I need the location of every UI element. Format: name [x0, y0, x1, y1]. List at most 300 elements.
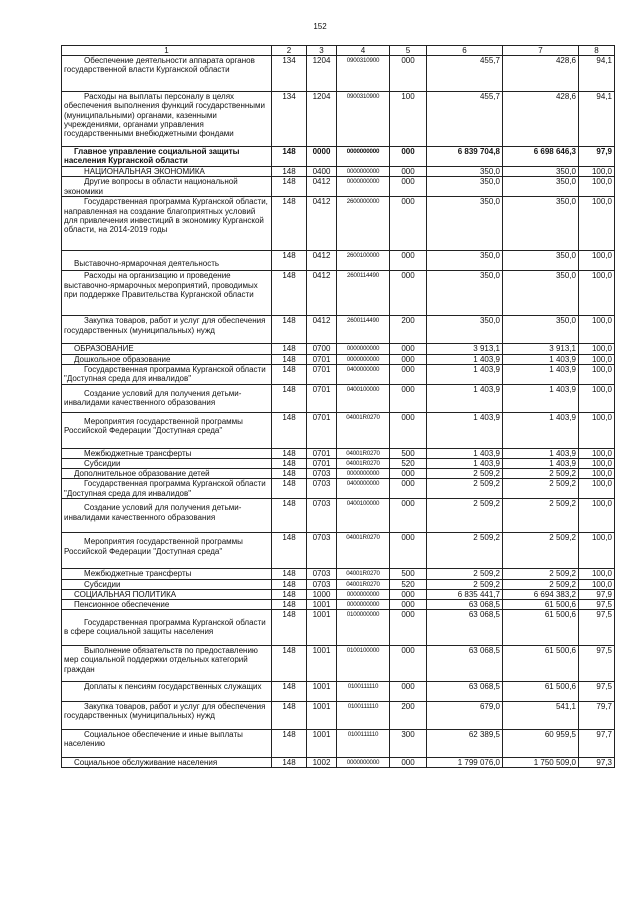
cell-code-type [390, 251, 427, 271]
cell-executed [503, 459, 579, 469]
cell-code-admin-text: 148 [282, 167, 296, 177]
cell-code-type-text: 000 [401, 167, 415, 177]
cell-code-target [337, 533, 390, 569]
cell-code-target [337, 364, 390, 384]
table-row [62, 469, 615, 479]
column-header: 1 [62, 46, 272, 56]
cell-planned-text: 63 068,5 [468, 600, 500, 610]
cell-code-section-text: 1002 [312, 758, 331, 768]
cell-name-text: Расходы на выплаты персоналу в целях обеспечения выполнения функций государственными (муниципальными) органами, казенными учреждениями, органами управления государственными внебюджетными фондами [64, 92, 266, 139]
cell-code-section-text: 1204 [312, 56, 331, 66]
cell-code-type [390, 459, 427, 469]
cell-percent-text: 97,7 [596, 730, 612, 740]
cell-code-type-text: 520 [401, 579, 415, 589]
cell-name-text: Социальное обеспечение и иные выплаты населению [64, 730, 243, 749]
cell-code-type-text: 000 [401, 354, 415, 364]
cell-percent [579, 589, 615, 599]
cell-code-type [390, 479, 427, 499]
column-header: 6 [427, 46, 503, 56]
cell-code-target-text: 0100111110 [347, 731, 379, 739]
cell-name [62, 459, 272, 469]
cell-executed-text: 428,6 [555, 92, 576, 102]
cell-executed-text: 2 509,2 [549, 479, 576, 489]
cell-code-type [390, 384, 427, 412]
cell-planned [427, 344, 503, 354]
cell-code-admin-text: 148 [282, 682, 296, 692]
cell-name [62, 600, 272, 610]
cell-planned [427, 147, 503, 167]
table-row [62, 702, 615, 730]
cell-code-section [307, 459, 337, 469]
cell-planned-text: 455,7 [479, 92, 500, 102]
cell-percent [579, 730, 615, 758]
cell-name [62, 730, 272, 758]
cell-code-section [307, 177, 337, 197]
cell-percent [579, 167, 615, 177]
table-row [62, 682, 615, 702]
cell-planned-text: 455,7 [479, 56, 500, 66]
cell-code-type [390, 448, 427, 458]
cell-code-section [307, 646, 337, 682]
cell-code-type [390, 579, 427, 589]
cell-executed-text: 1 403,9 [549, 448, 576, 458]
cell-code-target [337, 702, 390, 730]
cell-name-text: Межбюджетные трансферты [84, 448, 192, 458]
cell-planned-text: 2 509,2 [473, 579, 500, 589]
cell-code-type [390, 469, 427, 479]
cell-code-type [390, 589, 427, 599]
cell-executed [503, 569, 579, 579]
cell-percent [579, 646, 615, 682]
cell-code-section [307, 354, 337, 364]
cell-percent [579, 569, 615, 579]
cell-code-type [390, 569, 427, 579]
cell-code-section [307, 344, 337, 354]
cell-planned [427, 354, 503, 364]
cell-code-section [307, 479, 337, 499]
cell-percent [579, 271, 615, 316]
cell-code-type [390, 646, 427, 682]
cell-planned-text: 63 068,5 [468, 646, 500, 656]
table-row [62, 167, 615, 177]
cell-executed [503, 364, 579, 384]
cell-name-text: Субсидии [84, 579, 121, 589]
cell-code-admin [272, 147, 307, 167]
cell-executed [503, 499, 579, 533]
cell-percent-text: 79,7 [596, 702, 612, 712]
cell-name-text: Обеспечение деятельности аппарата органов государственной власти Курганской области [64, 56, 255, 75]
cell-percent-text: 100,0 [591, 499, 612, 509]
cell-code-target-text: 2600000000 [346, 198, 380, 206]
cell-code-target [337, 459, 390, 469]
cell-planned-text: 350,0 [479, 251, 500, 261]
cell-code-section [307, 682, 337, 702]
cell-name [62, 92, 272, 147]
cell-executed-text: 1 403,9 [549, 384, 576, 394]
cell-planned-text: 1 403,9 [473, 354, 500, 364]
cell-executed [503, 758, 579, 768]
cell-code-section-text: 0412 [312, 251, 331, 261]
cell-code-type [390, 610, 427, 646]
cell-name-text: Выставочно-ярмарочная деятельность [74, 259, 220, 269]
cell-percent [579, 316, 615, 344]
cell-code-admin [272, 384, 307, 412]
cell-code-target-text: 0100000000 [346, 611, 380, 619]
cell-planned [427, 271, 503, 316]
cell-percent-text: 100,0 [591, 177, 612, 187]
cell-code-admin-text: 148 [282, 448, 296, 458]
cell-code-section [307, 702, 337, 730]
cell-code-section [307, 251, 337, 271]
cell-percent [579, 251, 615, 271]
cell-name-text: Закупка товаров, работ и услуг для обеспечения государственных (муниципальных) нужд [64, 702, 266, 721]
cell-name-text: Государственная программа Курганской области, направленная на создание благоприятных условий для привлечения инвестиций в экономику Курганской области, на 2014-2019 годы [64, 197, 268, 235]
cell-percent-text: 100,0 [591, 384, 612, 394]
table-row [62, 147, 615, 167]
cell-planned-text: 62 389,5 [468, 730, 500, 740]
cell-code-admin-text: 148 [282, 459, 296, 469]
cell-code-section-text: 1001 [312, 730, 331, 740]
cell-code-admin [272, 499, 307, 533]
cell-percent [579, 384, 615, 412]
cell-code-type [390, 147, 427, 167]
cell-code-target-text: 0000000000 [346, 601, 380, 609]
cell-code-type-text: 000 [401, 384, 415, 394]
cell-executed [503, 412, 579, 448]
cell-code-type-text: 000 [401, 600, 415, 610]
cell-name-text: Главное управление социальной защиты населения Курганской области [64, 147, 240, 166]
cell-code-type [390, 56, 427, 92]
cell-code-section [307, 758, 337, 768]
cell-code-type-text: 300 [401, 730, 415, 740]
cell-name-text: Государственная программа Курганской области "Доступная среда для инвалидов" [64, 479, 266, 498]
cell-code-admin-text: 148 [282, 702, 296, 712]
cell-code-target-text: 0000000000 [346, 345, 380, 353]
cell-code-admin [272, 197, 307, 251]
cell-code-type-text: 000 [401, 610, 415, 620]
cell-name [62, 316, 272, 344]
cell-code-type [390, 730, 427, 758]
cell-code-admin-text: 148 [282, 600, 296, 610]
cell-code-target-text: 0400000000 [346, 480, 380, 488]
cell-code-section-text: 0701 [312, 412, 331, 422]
cell-code-section-text: 1001 [312, 646, 331, 656]
cell-name [62, 682, 272, 702]
cell-code-section [307, 412, 337, 448]
cell-executed-text: 6 694 383,2 [533, 589, 576, 599]
cell-name [62, 589, 272, 599]
cell-code-admin [272, 702, 307, 730]
cell-percent-text: 97,5 [596, 600, 612, 610]
cell-name [62, 569, 272, 579]
cell-percent [579, 610, 615, 646]
cell-percent-text: 100,0 [591, 412, 612, 422]
cell-code-section-text: 0703 [312, 479, 331, 489]
column-header: 8 [579, 46, 615, 56]
cell-code-target-text: 04001R0270 [346, 449, 380, 457]
cell-code-target [337, 579, 390, 589]
table-row [62, 600, 615, 610]
cell-code-section [307, 579, 337, 589]
cell-percent [579, 682, 615, 702]
cell-executed [503, 177, 579, 197]
table-row [62, 569, 615, 579]
cell-planned [427, 459, 503, 469]
cell-executed [503, 682, 579, 702]
cell-planned [427, 448, 503, 458]
cell-code-admin [272, 730, 307, 758]
cell-executed [503, 197, 579, 251]
cell-executed-text: 2 509,2 [549, 569, 576, 579]
cell-code-type [390, 92, 427, 147]
table-row [62, 646, 615, 682]
cell-code-section [307, 569, 337, 579]
cell-code-admin-text: 148 [282, 354, 296, 364]
cell-code-section-text: 0412 [312, 177, 331, 187]
cell-name [62, 448, 272, 458]
cell-percent [579, 147, 615, 167]
cell-executed-text: 350,0 [555, 197, 576, 207]
cell-executed-text: 350,0 [555, 167, 576, 177]
cell-percent-text: 100,0 [591, 569, 612, 579]
cell-code-target [337, 469, 390, 479]
cell-code-section-text: 0703 [312, 579, 331, 589]
cell-planned-text: 63 068,5 [468, 610, 500, 620]
cell-planned-text: 6 835 441,7 [457, 589, 500, 599]
table-row [62, 533, 615, 569]
cell-name [62, 147, 272, 167]
cell-name [62, 758, 272, 768]
cell-code-admin-text: 148 [282, 344, 296, 354]
cell-code-admin [272, 758, 307, 768]
cell-percent-text: 100,0 [591, 579, 612, 589]
cell-name [62, 364, 272, 384]
cell-name-text: Межбюджетные трансферты [84, 569, 192, 579]
cell-executed-text: 3 913,1 [549, 344, 576, 354]
budget-table [61, 45, 615, 768]
cell-code-section-text: 0701 [312, 459, 331, 469]
cell-code-target-text: 0900310900 [346, 93, 380, 101]
cell-planned [427, 469, 503, 479]
cell-executed [503, 271, 579, 316]
cell-name-text: Доплаты к пенсиям государственных служащих [84, 682, 262, 692]
column-header: 3 [307, 46, 337, 56]
cell-name-text: Мероприятия государственной программы Российской Федерации "Доступная среда" [64, 537, 243, 556]
cell-planned-text: 350,0 [479, 316, 500, 326]
cell-code-admin-text: 148 [282, 730, 296, 740]
cell-code-admin-text: 148 [282, 364, 296, 374]
cell-executed [503, 479, 579, 499]
cell-code-type-text: 000 [401, 344, 415, 354]
cell-planned [427, 730, 503, 758]
cell-code-admin [272, 610, 307, 646]
table-row [62, 479, 615, 499]
table-row [62, 459, 615, 469]
cell-executed [503, 533, 579, 569]
table-row [62, 730, 615, 758]
cell-planned [427, 579, 503, 589]
cell-code-section-text: 1001 [312, 702, 331, 712]
cell-code-target [337, 167, 390, 177]
cell-planned [427, 682, 503, 702]
cell-name [62, 344, 272, 354]
cell-percent-text: 100,0 [591, 316, 612, 326]
cell-code-admin-text: 134 [282, 56, 296, 66]
cell-percent-text: 100,0 [591, 354, 612, 364]
cell-code-type-text: 500 [401, 569, 415, 579]
cell-planned-text: 1 403,9 [473, 384, 500, 394]
cell-name [62, 56, 272, 92]
cell-percent [579, 197, 615, 251]
table-body [62, 56, 615, 768]
cell-planned [427, 92, 503, 147]
cell-code-admin-text: 134 [282, 92, 296, 102]
table-row [62, 56, 615, 92]
cell-code-section-text: 0400 [312, 167, 331, 177]
cell-code-admin [272, 589, 307, 599]
cell-percent-text: 97,9 [596, 147, 612, 157]
cell-code-type-text: 520 [401, 459, 415, 469]
cell-code-target [337, 412, 390, 448]
cell-code-admin-text: 148 [282, 412, 296, 422]
cell-planned-text: 350,0 [479, 177, 500, 187]
cell-code-admin [272, 167, 307, 177]
cell-code-target [337, 197, 390, 251]
cell-percent [579, 92, 615, 147]
table-row [62, 344, 615, 354]
cell-code-target [337, 56, 390, 92]
cell-planned [427, 610, 503, 646]
cell-planned [427, 251, 503, 271]
cell-code-target [337, 646, 390, 682]
table-row [62, 251, 615, 271]
cell-name-text: Дополнительное образование детей [74, 469, 210, 479]
cell-code-type [390, 758, 427, 768]
cell-code-admin-text: 148 [282, 316, 296, 326]
cell-code-admin [272, 364, 307, 384]
cell-code-target-text: 04001R0270 [346, 413, 380, 421]
cell-code-admin [272, 316, 307, 344]
cell-name [62, 354, 272, 364]
cell-executed [503, 730, 579, 758]
cell-planned [427, 479, 503, 499]
cell-planned [427, 600, 503, 610]
cell-planned-text: 6 839 704,8 [457, 147, 500, 157]
cell-executed-text: 541,1 [555, 702, 576, 712]
cell-executed [503, 384, 579, 412]
cell-planned-text: 1 403,9 [473, 364, 500, 374]
cell-code-admin-text: 148 [282, 197, 296, 207]
cell-planned [427, 197, 503, 251]
table-row [62, 448, 615, 458]
cell-executed [503, 354, 579, 364]
cell-code-target [337, 682, 390, 702]
cell-code-section-text: 0701 [312, 354, 331, 364]
cell-code-target-text: 0400100000 [346, 385, 380, 393]
cell-executed [503, 316, 579, 344]
cell-planned [427, 56, 503, 92]
cell-code-target [337, 499, 390, 533]
cell-code-type-text: 000 [401, 479, 415, 489]
cell-code-section [307, 448, 337, 458]
cell-code-admin [272, 479, 307, 499]
cell-percent [579, 533, 615, 569]
cell-code-type-text: 000 [401, 271, 415, 281]
cell-code-section [307, 167, 337, 177]
cell-code-admin [272, 600, 307, 610]
cell-planned-text: 2 509,2 [473, 533, 500, 543]
cell-code-target-text: 04001R0270 [346, 534, 380, 542]
cell-code-target-text: 2600100000 [346, 252, 380, 260]
table-row [62, 499, 615, 533]
cell-code-target-text: 0100111110 [347, 703, 379, 711]
cell-planned-text: 2 509,2 [473, 469, 500, 479]
cell-percent [579, 758, 615, 768]
cell-code-target [337, 271, 390, 316]
cell-code-admin [272, 344, 307, 354]
cell-code-type [390, 364, 427, 384]
cell-planned [427, 167, 503, 177]
cell-planned [427, 702, 503, 730]
table-header-row [62, 46, 615, 56]
cell-percent [579, 364, 615, 384]
cell-percent-text: 100,0 [591, 271, 612, 281]
cell-percent [579, 354, 615, 364]
table-row [62, 758, 615, 768]
cell-executed [503, 702, 579, 730]
cell-code-type [390, 682, 427, 702]
cell-code-target-text: 0900310900 [346, 57, 380, 65]
cell-code-section [307, 316, 337, 344]
cell-planned-text: 1 403,9 [473, 448, 500, 458]
cell-code-admin [272, 646, 307, 682]
cell-code-section [307, 499, 337, 533]
cell-code-type [390, 412, 427, 448]
cell-executed [503, 56, 579, 92]
cell-name [62, 251, 272, 271]
cell-executed-text: 1 403,9 [549, 364, 576, 374]
cell-percent [579, 56, 615, 92]
cell-code-target-text: 0000000000 [346, 148, 380, 156]
cell-code-admin [272, 448, 307, 458]
cell-code-type-text: 000 [401, 364, 415, 374]
cell-planned [427, 364, 503, 384]
cell-percent [579, 479, 615, 499]
cell-code-admin-text: 148 [282, 384, 296, 394]
cell-code-target [337, 316, 390, 344]
cell-name [62, 167, 272, 177]
cell-name-text: НАЦИОНАЛЬНАЯ ЭКОНОМИКА [84, 167, 205, 177]
cell-percent-text: 97,9 [596, 589, 612, 599]
cell-executed-text: 2 509,2 [549, 499, 576, 509]
cell-name-text: Пенсионное обеспечение [74, 600, 170, 610]
cell-planned [427, 316, 503, 344]
cell-percent-text: 100,0 [591, 251, 612, 261]
cell-percent-text: 100,0 [591, 364, 612, 374]
cell-planned-text: 1 403,9 [473, 459, 500, 469]
cell-code-target [337, 610, 390, 646]
cell-code-admin [272, 251, 307, 271]
cell-code-admin-text: 148 [282, 147, 296, 157]
cell-code-admin-text: 148 [282, 469, 296, 479]
cell-name-text: Мероприятия государственной программы Российской Федерации "Доступная среда" [64, 416, 243, 436]
cell-planned-text: 2 509,2 [473, 499, 500, 509]
cell-code-admin-text: 148 [282, 271, 296, 281]
cell-name [62, 646, 272, 682]
cell-code-type-text: 200 [401, 702, 415, 712]
cell-code-type-text: 000 [401, 758, 415, 768]
cell-percent [579, 469, 615, 479]
